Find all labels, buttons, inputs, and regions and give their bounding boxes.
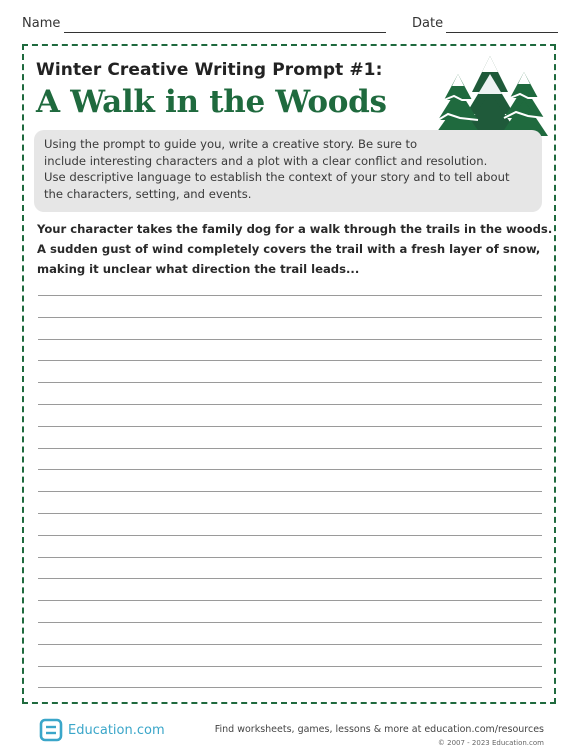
writing-line[interactable] xyxy=(38,644,542,645)
footer-copyright: © 2007 - 2023 Education.com xyxy=(437,739,544,747)
instructions-line: include interesting characters and a plot with a clear conflict and resolution. xyxy=(44,153,488,168)
prompt-kicker: Winter Creative Writing Prompt #1: xyxy=(36,60,383,80)
education-logo-icon xyxy=(38,717,64,743)
writing-line[interactable] xyxy=(38,622,542,623)
writing-line[interactable] xyxy=(38,448,542,449)
writing-line[interactable] xyxy=(38,513,542,514)
writing-line[interactable] xyxy=(38,404,542,405)
writing-line[interactable] xyxy=(38,469,542,470)
prompt-line: A sudden gust of wind completely covers the trail with a fresh layer of snow, xyxy=(37,242,541,256)
writing-line[interactable] xyxy=(38,339,542,340)
instructions-line: Use descriptive language to establish the context of your story and to tell about xyxy=(44,170,510,184)
prompt-line: Your character takes the family dog for a walk through the trails in the woods. xyxy=(37,222,553,236)
writing-line[interactable] xyxy=(38,491,542,492)
writing-line[interactable] xyxy=(38,382,542,383)
name-label: Name xyxy=(22,16,61,31)
writing-line[interactable] xyxy=(38,535,542,536)
instructions-line: Using the prompt to guide you, write a creative story. Be sure to xyxy=(44,137,418,151)
writing-line[interactable] xyxy=(38,557,542,558)
writing-line[interactable] xyxy=(38,578,542,579)
education-logo[interactable] xyxy=(38,717,165,743)
footer-tagline[interactable]: Find worksheets, games, lessons & more at education.com/resources xyxy=(214,724,544,735)
writing-line[interactable] xyxy=(38,666,542,667)
writing-line[interactable] xyxy=(38,360,542,361)
writing-line[interactable] xyxy=(38,295,542,296)
writing-area[interactable] xyxy=(38,0,542,754)
instructions-line: the characters, setting, and events. xyxy=(44,186,252,201)
prompt-line: making it unclear what direction the trail leads... xyxy=(37,262,360,276)
page-title: A Walk in the Woods xyxy=(36,84,387,120)
writing-line[interactable] xyxy=(38,317,542,318)
writing-line[interactable] xyxy=(38,600,542,601)
date-label: Date xyxy=(412,16,444,31)
writing-line[interactable] xyxy=(38,426,542,427)
writing-line[interactable] xyxy=(38,687,542,688)
brand-name: Education.com xyxy=(68,723,165,738)
